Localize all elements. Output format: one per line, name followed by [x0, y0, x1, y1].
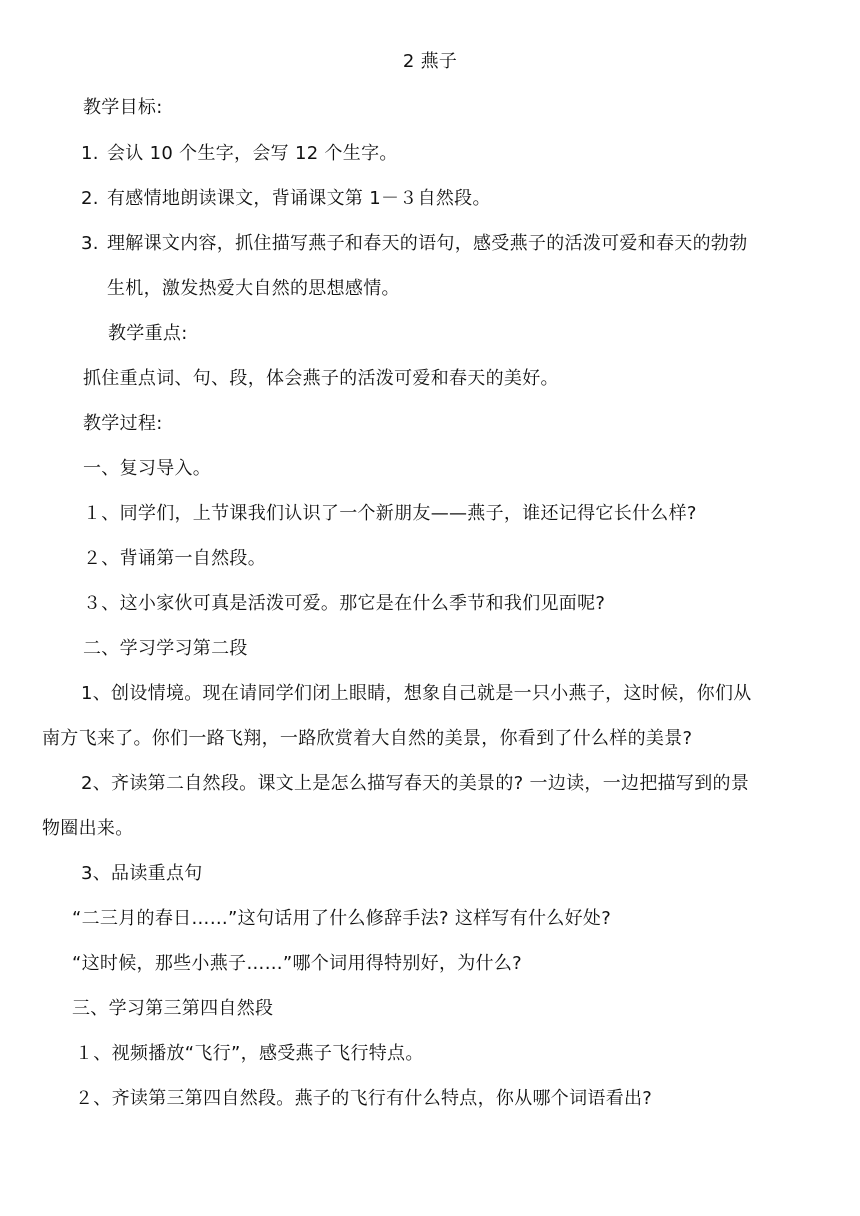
process-heading: 教学过程:	[83, 413, 163, 434]
document-title: 2 燕子	[402, 51, 458, 72]
section-2-heading: 二、学习学习第二段	[83, 638, 248, 659]
key-points-text: 抓住重点词、句、段，体会燕子的活泼可爱和春天的美好。	[83, 368, 559, 389]
goal-text: 会认 10 个生字，会写 12 个生字。	[107, 143, 398, 164]
section-2-paragraph-2: 2、齐读第二自然段。课文上是怎么描写春天的美景的? 一边读，一边把描写到的景	[81, 773, 750, 794]
goal-text: 理解课文内容，抓住描写燕子和春天的语句，感受燕子的活泼可爱和春天的勃勃	[107, 233, 748, 254]
section-2-paragraph-2-cont: 物圈出来。	[42, 818, 134, 839]
section-1-item: １、同学们，上节课我们认识了一个新朋友——燕子，谁还记得它长什么样?	[83, 503, 697, 524]
section-1-item: ３、这小家伙可真是活泼可爱。那它是在什么季节和我们见面呢?	[83, 593, 606, 614]
goal-item	[81, 142, 398, 166]
quote-question-1: “二三月的春日……”这句话用了什么修辞手法? 这样写有什么好处?	[72, 908, 612, 929]
section-3-heading: 三、学习第三第四自然段	[72, 998, 274, 1019]
goal-3-continuation: 生机，激发热爱大自然的思想感情。	[107, 278, 400, 299]
section-2-paragraph-1-cont: 南方飞来了。你们一路飞翔，一路欣赏着大自然的美景，你看到了什么样的美景?	[42, 728, 693, 749]
section-3-item: １、视频播放“飞行”，感受燕子飞行特点。	[75, 1043, 424, 1064]
goal-number: 2.	[81, 188, 99, 209]
key-points-heading: 教学重点:	[108, 323, 188, 344]
goal-number: 1.	[81, 143, 99, 164]
goal-item	[81, 187, 491, 211]
quote-question-2: “这时候，那些小燕子……”哪个词用得特别好，为什么?	[72, 953, 523, 974]
goal-item	[81, 232, 748, 256]
goal-number: 3.	[81, 233, 99, 254]
section-2-paragraph-3: 3、品读重点句	[81, 863, 203, 884]
goals-heading: 教学目标:	[83, 97, 163, 118]
goal-text: 有感情地朗读课文，背诵课文第 1－３自然段。	[107, 188, 491, 209]
section-3-item: ２、齐读第三第四自然段。燕子的飞行有什么特点，你从哪个词语看出?	[75, 1088, 653, 1109]
section-1-heading: 一、复习导入。	[83, 458, 212, 479]
section-1-item: ２、背诵第一自然段。	[83, 548, 266, 569]
section-2-paragraph-1: 1、创设情境。现在请同学们闭上眼睛，想象自己就是一只小燕子，这时候，你们从	[81, 683, 752, 704]
